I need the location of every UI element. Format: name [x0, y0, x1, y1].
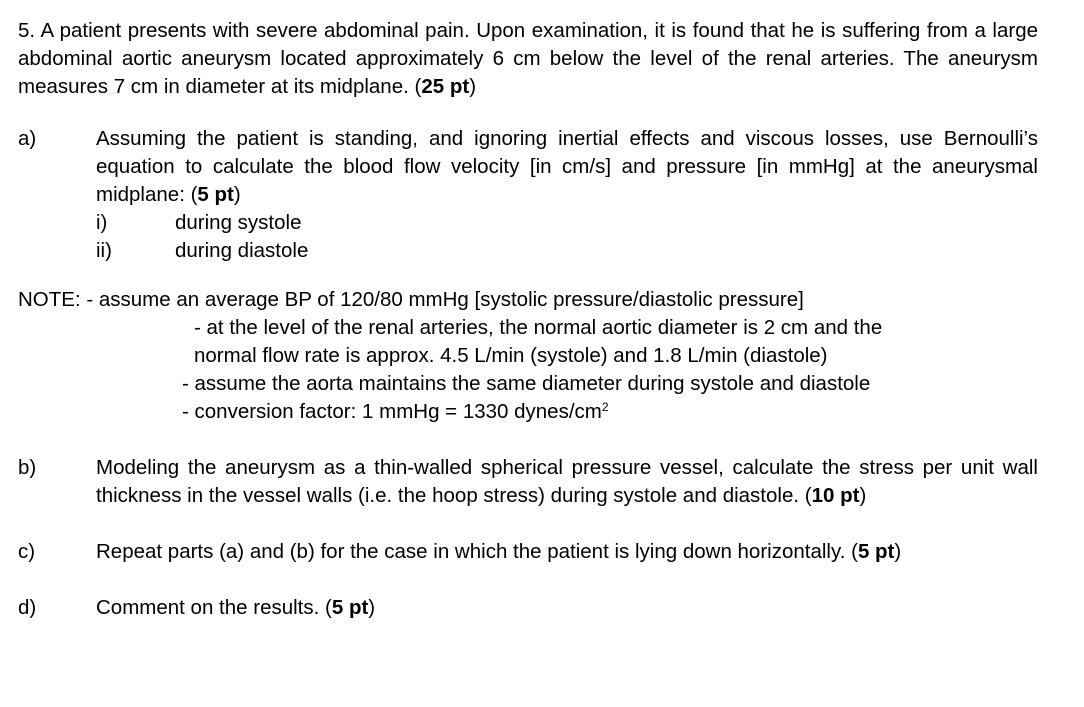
part-c-text: Repeat parts (a) and (b) for the case in which the patient is lying down horizontally. (	[96, 540, 858, 563]
part-d-text-block	[96, 594, 1038, 622]
note-item-3: - assume the aorta maintains the same diameter during systole and diastole	[182, 372, 871, 395]
part-a-marker: a)	[18, 127, 37, 150]
part-a-subitem	[96, 237, 1038, 265]
part-c	[18, 538, 1038, 566]
part-a-close: )	[233, 183, 241, 206]
note-item-1: - assume an average BP of 120/80 mmHg [systolic pressure/diastolic pressure]	[86, 288, 804, 311]
part-b	[18, 454, 1038, 510]
note-item-4-sup: 2	[601, 400, 609, 414]
part-d-close: )	[368, 596, 376, 619]
part-b-text: Modeling the aneurysm as a thin-walled spherical pressure vessel, calculate the stress per unit wall thickness in the vessel walls (i.e. the hoop stress) during systole and diastole. (	[96, 456, 1038, 507]
subitem-text: during systole	[175, 211, 302, 234]
part-a-subitem	[96, 209, 1038, 237]
note-item-4-text: - conversion factor: 1 mmHg = 1330 dynes/cm	[182, 400, 602, 423]
note-block	[18, 286, 1038, 426]
note-item-4	[18, 398, 1038, 426]
part-c-points: 5 pt	[857, 540, 895, 563]
part-a-text-block	[96, 125, 1038, 209]
problem-intro-close: )	[469, 75, 477, 98]
part-b-points: 10 pt	[811, 484, 860, 507]
part-b-text-block	[96, 454, 1038, 510]
part-c-marker: c)	[18, 540, 36, 563]
note-item-2-line-2-text: normal flow rate is approx. 4.5 L/min (systole) and 1.8 L/min (diastole)	[194, 344, 828, 367]
part-d-marker: d)	[18, 596, 37, 619]
note-item-2-line-1: - at the level of the renal arteries, the normal aortic diameter is 2 cm and the	[194, 316, 883, 339]
part-a-text: Assuming the patient is standing, and ignoring inertial effects and viscous losses, use Bernoulli’s equation to calculate the blood flow velocity [in cm/s] and pressure [in mmHg] at the aneurysmal midplane: (	[96, 127, 1038, 206]
problem-intro-text: 5. A patient presents with severe abdominal pain. Upon examination, it is found that he is suffering from a large abdominal aortic aneurysm located approximately 6 cm below the level of the renal arteries. The aneurysm measures 7 cm in diameter at its midplane. (	[18, 19, 1038, 98]
part-c-close: )	[894, 540, 902, 563]
part-b-marker: b)	[18, 456, 37, 479]
subitem-text: during diastole	[175, 239, 309, 262]
part-c-text-block	[96, 538, 1038, 566]
problem-points: 25 pt	[421, 75, 470, 98]
part-d-points: 5 pt	[331, 596, 369, 619]
part-a	[18, 125, 1038, 265]
note-line-1	[18, 286, 1038, 314]
subitem-marker: i)	[96, 211, 108, 234]
problem-statement	[18, 17, 1038, 101]
part-d	[18, 594, 1038, 622]
part-b-close: )	[859, 484, 867, 507]
part-a-points: 5 pt	[197, 183, 234, 206]
note-label: NOTE:	[18, 288, 87, 311]
part-d-text: Comment on the results. (	[96, 596, 332, 619]
note-item-2-line-2	[18, 342, 1038, 370]
subitem-marker: ii)	[96, 239, 112, 262]
problem-document	[18, 17, 1038, 622]
